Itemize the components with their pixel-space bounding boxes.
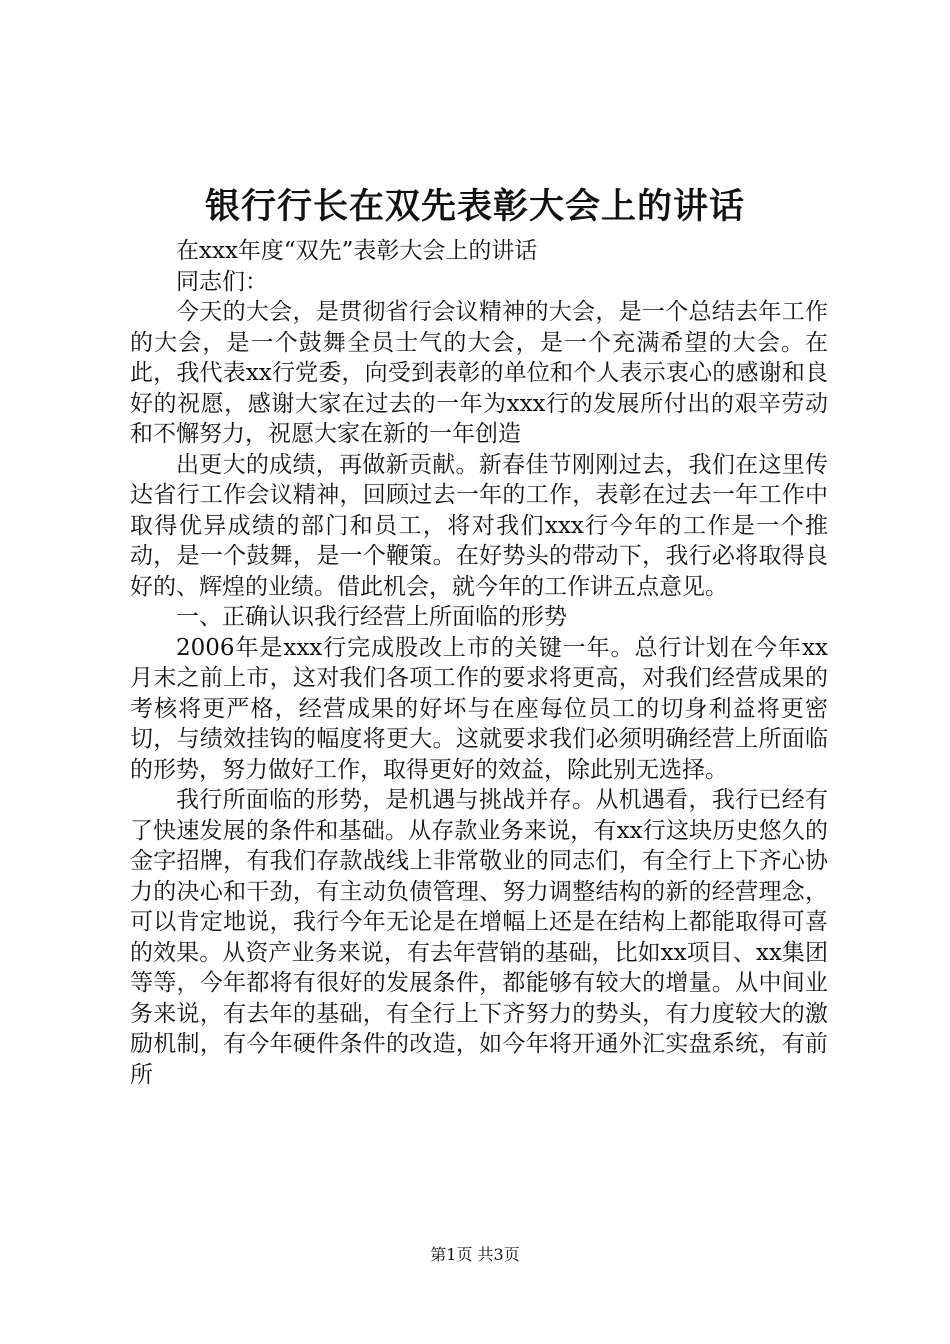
paragraph-2006: 2006年是xxx行完成股改上市的关键一年。总行计划在今年xx月末之前上市，这对我们各项工作的要求将更高，对我们经营成果的考核将更严格，经营成果的好坏与在座每位员工的切身利益将更密切，与绩效挂钩的幅度将更大。这就要求我们必须明确经营上所面临的形势，努力做好工作，取得更好的效益，除此别无选择。 (130, 634, 828, 783)
paragraph-opening: 今天的大会，是贯彻省行会议精神的大会，是一个总结去年工作的大会，是一个鼓舞全员士气的大会，是一个充满希望的大会。在此，我代表xx行党委，向受到表彰的单位和个人表示衷心的感谢和良好的祝愿，感谢大家在过去的一年为xxx行的发展所付出的艰辛劳动和不懈努力，祝愿大家在新的一年创造 (130, 299, 828, 447)
document-title: 银行行长在双先表彰大会上的讲话 (204, 186, 745, 227)
salutation: 同志们： (176, 268, 268, 295)
subtitle-line: 在xxx年度“双先”表彰大会上的讲话 (176, 238, 538, 264)
page-footer: 第1页 共3页 (430, 1245, 520, 1264)
section-heading-1: 一、正确认识我行经营上所面临的形势 (176, 604, 567, 630)
document-body (130, 236, 828, 1090)
paragraph-continuation: 出更大的成绩，再做新贡献。新春佳节刚刚过去，我们在这里传达省行工作会议精神，回顾过去一年的工作，表彰在过去一年工作中取得优异成绩的部门和员工，将对我们xxx行今年的工作是一个推动，是一个鼓舞，是一个鞭策。在好势头的带动下，我行必将取得良好的、辉煌的业绩。借此机会，就今年的工作讲五点意见。 (130, 451, 828, 600)
paragraph-situation: 我行所面临的形势，是机遇与挑战并存。从机遇看，我行已经有了快速发展的条件和基础。从存款业务来说，有xx行这块历史悠久的金字招牌，有我们存款战线上非常敬业的同志们，有全行上下齐心协力的决心和干劲，有主动负债管理、努力调整结构的新的经营理念，可以肯定地说，我行今年无论是在增幅上还是在结构上都能取得可喜的效果。从资产业务来说，有去年营销的基础，比如xx项目、xx集团等等，今年都将有很好的发展条件，都能够有较大的增量。从中间业务来说，有去年的基础，有全行上下齐努力的势头，有力度较大的激励机制，有今年硬件条件的改造，如今年将开通外汇实盘系统，有前所 (130, 787, 828, 1088)
